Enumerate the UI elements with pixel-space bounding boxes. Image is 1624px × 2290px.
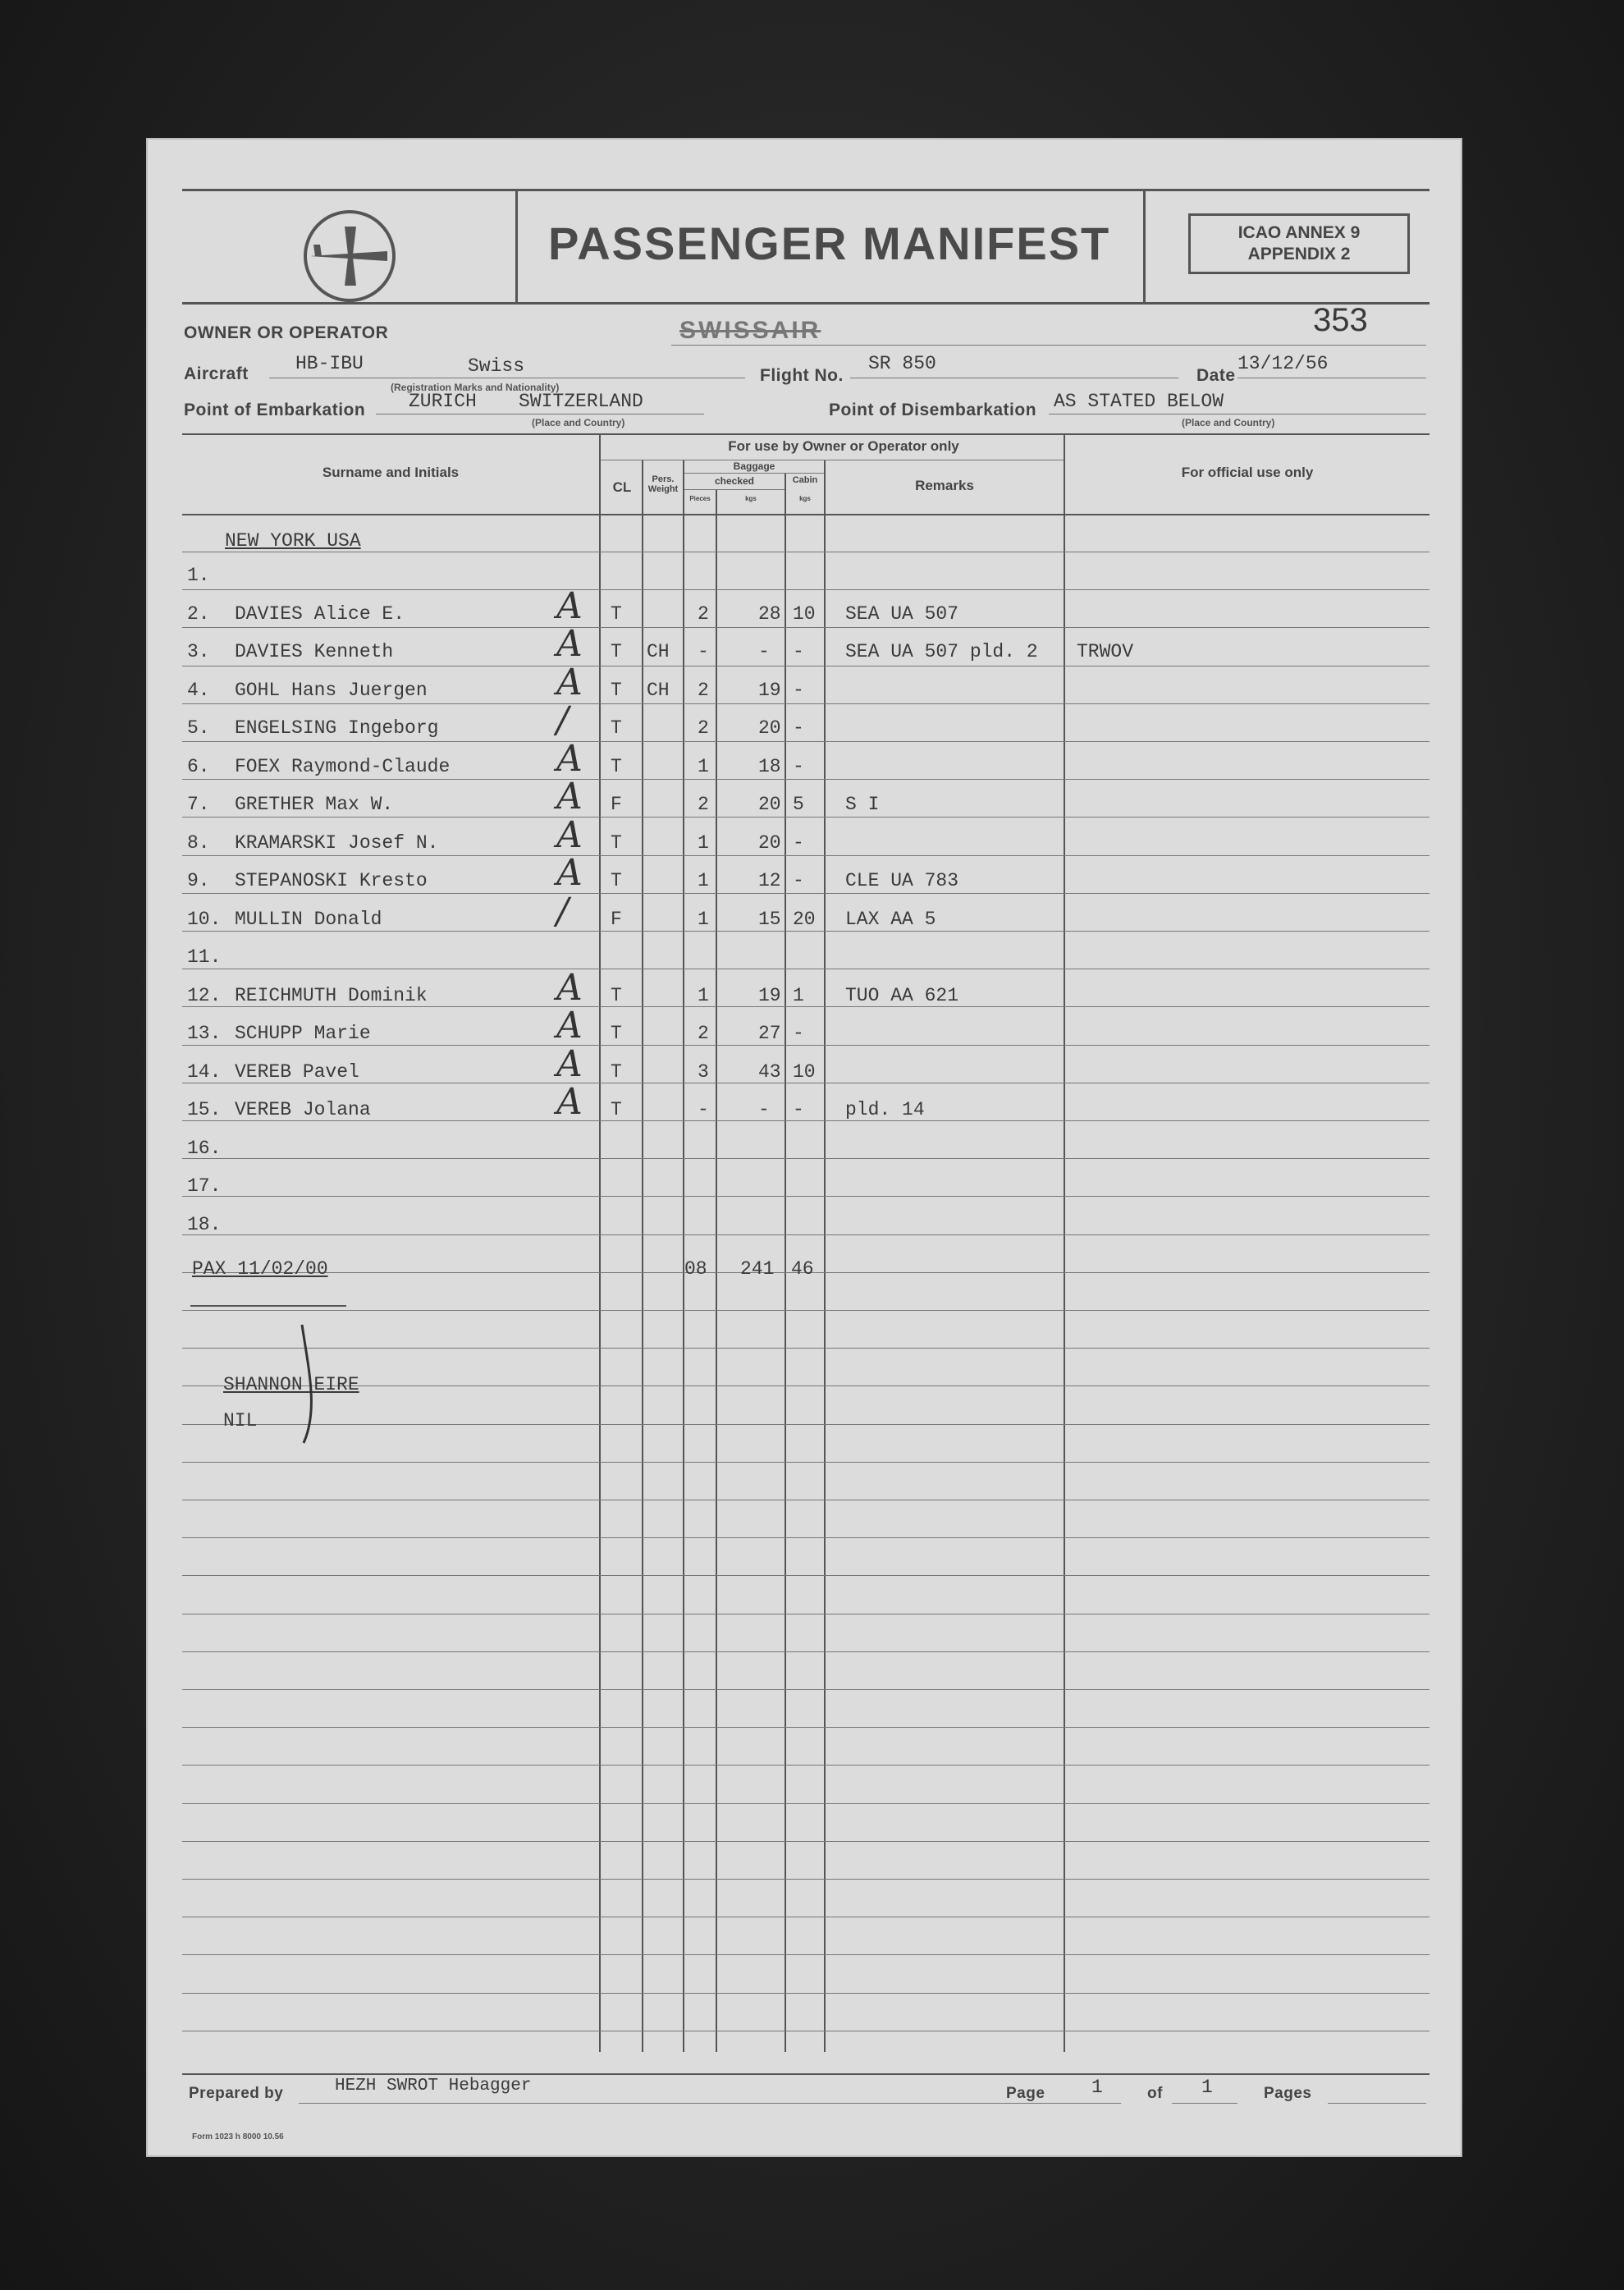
- ruled-line: [182, 1954, 1430, 1955]
- ruled-line: [182, 817, 1430, 818]
- ruled-line: [182, 1575, 1430, 1576]
- handwritten-mark: A: [556, 738, 583, 780]
- class-cell: F: [611, 909, 622, 930]
- cabin-total: 46: [791, 1258, 814, 1280]
- ruled-line: [182, 1006, 1430, 1007]
- ruled-line: [182, 1841, 1430, 1842]
- title-divider: [1143, 189, 1146, 304]
- kgs-cell: 20: [758, 794, 781, 815]
- ruled-line: [182, 1045, 1430, 1046]
- prepared-by-underline: [299, 2103, 1111, 2104]
- page-label: Page: [1006, 2085, 1045, 2102]
- kgs-cell: 12: [758, 870, 781, 891]
- table-header-bottom: [182, 514, 1430, 515]
- ruled-line: [182, 1196, 1430, 1197]
- pieces-cell: 2: [698, 680, 709, 701]
- of-value: 1: [1201, 2077, 1213, 2098]
- cabin-kgs-cell: -: [793, 756, 804, 777]
- row-number: 12.: [187, 985, 222, 1006]
- pieces-cell: 1: [698, 870, 709, 891]
- cabin-kgs-cell: -: [793, 870, 804, 891]
- cabin-kgs-cell: -: [793, 1023, 804, 1044]
- ruled-line: [182, 1803, 1430, 1804]
- cabin-kgs-cell: 1: [793, 985, 804, 1006]
- row-number: 3.: [187, 641, 210, 662]
- prepared-by-value: HEZH SWROT Hebagger: [335, 2077, 532, 2095]
- cabin-kgs-cell: -: [793, 832, 804, 854]
- pieces-cell: 2: [698, 717, 709, 739]
- handwritten-mark: A: [556, 1081, 583, 1123]
- col-divider-weight: [683, 460, 684, 2052]
- pieces-header: Pieces: [689, 495, 711, 502]
- row-number: 1.: [187, 565, 210, 586]
- owner-underline: [671, 345, 1426, 346]
- ruled-line: [182, 627, 1430, 628]
- pax-total: PAX 11/02/00: [192, 1258, 328, 1280]
- remarks-cell: CLE UA 783: [845, 870, 959, 891]
- page-value: 1: [1091, 2077, 1103, 2098]
- prepared-by-label: Prepared by: [189, 2085, 284, 2102]
- handwritten-mark: A: [556, 1005, 583, 1047]
- ruled-line: [182, 855, 1430, 856]
- pages-label: Pages: [1264, 2085, 1312, 2102]
- date-label: Date: [1196, 366, 1236, 385]
- flight-number: SR 850: [868, 353, 936, 374]
- row-number: 17.: [187, 1175, 222, 1197]
- date-value: 13/12/56: [1237, 353, 1329, 374]
- ruled-line: [182, 1993, 1430, 1994]
- kgs-cell: 43: [758, 1061, 781, 1083]
- cabin-kgs-cell: 5: [793, 794, 804, 815]
- ruled-line: [182, 893, 1430, 894]
- kgs-cell: 19: [758, 985, 781, 1006]
- surname-header: Surname and Initials: [322, 465, 460, 480]
- passenger-name: VEREB Jolana: [235, 1099, 371, 1120]
- handwritten-bracket-icon: [269, 1320, 327, 1451]
- pieces-cell: 2: [698, 1023, 709, 1044]
- ruled-line: [182, 1765, 1430, 1766]
- checked-header: checked: [714, 475, 755, 487]
- ruled-line: [182, 1348, 1430, 1349]
- passenger-name: DAVIES Alice E.: [235, 603, 405, 625]
- row-number: 4.: [187, 680, 210, 701]
- of-underline: [1172, 2103, 1237, 2104]
- kgs-cell: 20: [758, 717, 781, 739]
- embarkation-label: Point of Embarkation: [184, 401, 366, 419]
- handwritten-mark: A: [556, 662, 583, 703]
- remarks-cell: LAX AA 5: [845, 909, 936, 930]
- passenger-name: GRETHER Max W.: [235, 794, 394, 815]
- icao-line-1: ICAO ANNEX 9: [1237, 223, 1361, 242]
- destination-new-york: NEW YORK USA: [225, 530, 361, 552]
- col-divider-remarks: [1064, 433, 1065, 2052]
- cabin-kgs-cell: 10: [793, 603, 816, 625]
- checked-header-line: [684, 489, 785, 490]
- ruled-line: [182, 703, 1430, 704]
- ruled-line: [182, 741, 1430, 742]
- ruled-line: [182, 1120, 1430, 1121]
- row-number: 6.: [187, 756, 210, 777]
- form-title: PASSENGER MANIFEST: [548, 218, 1111, 269]
- pers-weight-header: Pers. Weight: [647, 474, 679, 494]
- operator-only-header: For use by Owner or Operator only: [728, 438, 959, 454]
- passenger-name: DAVIES Kenneth: [235, 641, 394, 662]
- shannon-nil: NIL: [223, 1410, 258, 1431]
- class-cell: T: [611, 1099, 622, 1120]
- cabin-kgs-cell: -: [793, 1099, 804, 1120]
- remarks-cell: SEA UA 507: [845, 603, 959, 625]
- col-divider-cabin: [824, 460, 826, 2052]
- class-cell: T: [611, 985, 622, 1006]
- row-number: 9.: [187, 870, 210, 891]
- pieces-cell: 2: [698, 603, 709, 625]
- footer-top-border: [182, 2073, 1430, 2075]
- embarkation-place-note: (Place and Country): [532, 417, 625, 428]
- passenger-name: GOHL Hans Juergen: [235, 680, 428, 701]
- kgs-cell: -: [758, 1099, 770, 1120]
- row-number: 13.: [187, 1023, 222, 1044]
- ruled-line: [182, 1234, 1430, 1235]
- pieces-cell: -: [698, 1099, 709, 1120]
- ruled-line: [182, 1310, 1430, 1311]
- embarkation-country: SWITZERLAND: [519, 391, 643, 412]
- cabin-kgs-header: kgs: [799, 495, 811, 502]
- baggage-header-line: [684, 473, 824, 474]
- handwritten-mark: A: [556, 1043, 583, 1085]
- ruled-line: [182, 1424, 1430, 1425]
- cabin-kgs-cell: -: [793, 641, 804, 662]
- col-divider-name: [599, 433, 601, 2052]
- class-cell: T: [611, 1061, 622, 1083]
- row-number: 16.: [187, 1138, 222, 1159]
- handwritten-mark: A: [556, 585, 583, 627]
- kgs-cell: 15: [758, 909, 781, 930]
- kgs-cell: 20: [758, 832, 781, 854]
- registration-note: (Registration Marks and Nationality): [391, 382, 560, 393]
- passenger-name: FOEX Raymond-Claude: [235, 756, 451, 777]
- row-number: 11.: [187, 946, 222, 968]
- aircraft-label: Aircraft: [184, 364, 249, 383]
- passenger-name: KRAMARSKI Josef N.: [235, 832, 439, 854]
- checked-kgs-header: kgs: [745, 495, 757, 502]
- pieces-cell: 3: [698, 1061, 709, 1083]
- pieces-cell: 1: [698, 985, 709, 1006]
- row-number: 18.: [187, 1214, 222, 1235]
- official-use-header: For official use only: [1181, 465, 1314, 480]
- ruled-line: [182, 1462, 1430, 1463]
- row-number: 14.: [187, 1061, 222, 1083]
- of-label: of: [1147, 2085, 1163, 2102]
- pers-weight-cell: CH: [647, 680, 670, 701]
- logo-divider: [515, 189, 518, 304]
- row-number: 7.: [187, 794, 210, 815]
- pieces-cell: 1: [698, 909, 709, 930]
- handwritten-mark: A: [556, 814, 583, 856]
- remarks-cell: SEA UA 507 pld. 2: [845, 641, 1038, 662]
- row-number: 5.: [187, 717, 210, 739]
- pieces-cell: -: [698, 641, 709, 662]
- passenger-name: VEREB Pavel: [235, 1061, 359, 1083]
- remarks-cell: pld. 14: [845, 1099, 925, 1120]
- top-border: [182, 189, 1430, 191]
- cabin-kgs-cell: -: [793, 717, 804, 739]
- passenger-name: SCHUPP Marie: [235, 1023, 371, 1044]
- serial-number: 353: [1313, 302, 1368, 338]
- pieces-cell: 1: [698, 832, 709, 854]
- ruled-line: [182, 779, 1430, 780]
- class-cell: T: [611, 641, 622, 662]
- class-cell: T: [611, 717, 622, 739]
- class-cell: T: [611, 680, 622, 701]
- ruled-line: [182, 1158, 1430, 1159]
- page-underline: [1055, 2103, 1121, 2104]
- remarks-cell: TUO AA 621: [845, 985, 959, 1006]
- pieces-cell: 2: [698, 794, 709, 815]
- pieces-total: 08: [684, 1258, 707, 1280]
- destination-shannon: SHANNON EIRE: [223, 1374, 359, 1395]
- flight-label: Flight No.: [760, 366, 844, 385]
- remarks-cell: S I: [845, 794, 880, 815]
- passenger-name: STEPANOSKI Kresto: [235, 870, 428, 891]
- handwritten-mark: /: [556, 891, 569, 932]
- airplane-logo-icon: [302, 208, 397, 304]
- handwritten-mark: A: [556, 852, 583, 894]
- class-cell: F: [611, 794, 622, 815]
- disembarkation-label: Point of Disembarkation: [829, 401, 1037, 419]
- cl-header: CL: [612, 479, 632, 495]
- passenger-name: MULLIN Donald: [235, 909, 382, 930]
- cabin-kgs-cell: -: [793, 680, 804, 701]
- col-divider-cl: [642, 460, 643, 2052]
- official-use-cell: TRWOV: [1077, 641, 1134, 662]
- kgs-cell: 18: [758, 756, 781, 777]
- row-number: 15.: [187, 1099, 222, 1120]
- handwritten-mark: /: [556, 699, 569, 741]
- ruled-line: [182, 1651, 1430, 1652]
- kgs-cell: -: [758, 641, 770, 662]
- handwritten-mark: A: [556, 967, 583, 1009]
- icao-line-2: APPENDIX 2: [1247, 245, 1351, 263]
- embarkation-city: ZURICH: [409, 391, 477, 412]
- owner-label: OWNER OR OPERATOR: [184, 323, 389, 342]
- cabin-kgs-cell: 20: [793, 909, 816, 930]
- manifest-sheet: [146, 138, 1462, 2157]
- disembarkation-place-note: (Place and Country): [1182, 417, 1275, 428]
- cabin-header: Cabin: [792, 475, 818, 485]
- ruled-line: [182, 1537, 1430, 1538]
- ruled-line: [182, 1689, 1430, 1690]
- baggage-header: Baggage: [733, 460, 775, 472]
- row-number: 8.: [187, 832, 210, 854]
- passenger-name: REICHMUTH Dominik: [235, 985, 428, 1006]
- form-code: Form 1023 h 8000 10.56: [192, 2132, 284, 2141]
- class-cell: T: [611, 832, 622, 854]
- kgs-cell: 19: [758, 680, 781, 701]
- pax-double-underline: [190, 1305, 346, 1307]
- disembarkation-value: AS STATED BELOW: [1054, 391, 1224, 412]
- col-divider-kgs: [785, 473, 786, 2052]
- icao-reference-box: [1188, 213, 1410, 274]
- ruled-line: [182, 1879, 1430, 1880]
- pieces-cell: 1: [698, 756, 709, 777]
- pers-weight-cell: CH: [647, 641, 670, 662]
- remarks-header: Remarks: [915, 478, 974, 493]
- passenger-name: ENGELSING Ingeborg: [235, 717, 439, 739]
- cabin-kgs-cell: 10: [793, 1061, 816, 1083]
- owner-value: SWISSAIR: [679, 317, 821, 344]
- table-top-border: [182, 433, 1430, 435]
- aircraft-nationality: Swiss: [468, 355, 525, 377]
- row-number: 2.: [187, 603, 210, 625]
- ruled-line: [182, 1727, 1430, 1728]
- class-cell: T: [611, 1023, 622, 1044]
- pages-underline: [1328, 2103, 1426, 2104]
- col-divider-pieces: [716, 489, 717, 2052]
- kgs-cell: 27: [758, 1023, 781, 1044]
- class-cell: T: [611, 870, 622, 891]
- aircraft-registration: HB-IBU: [295, 353, 364, 374]
- ruled-line: [182, 1385, 1430, 1386]
- ruled-line: [182, 589, 1430, 590]
- class-cell: T: [611, 603, 622, 625]
- handwritten-mark: A: [556, 623, 583, 665]
- kgs-total: 241: [740, 1258, 775, 1280]
- row-number: 10.: [187, 909, 222, 930]
- class-cell: T: [611, 756, 622, 777]
- handwritten-mark: A: [556, 776, 583, 818]
- kgs-cell: 28: [758, 603, 781, 625]
- ruled-line: [182, 931, 1430, 932]
